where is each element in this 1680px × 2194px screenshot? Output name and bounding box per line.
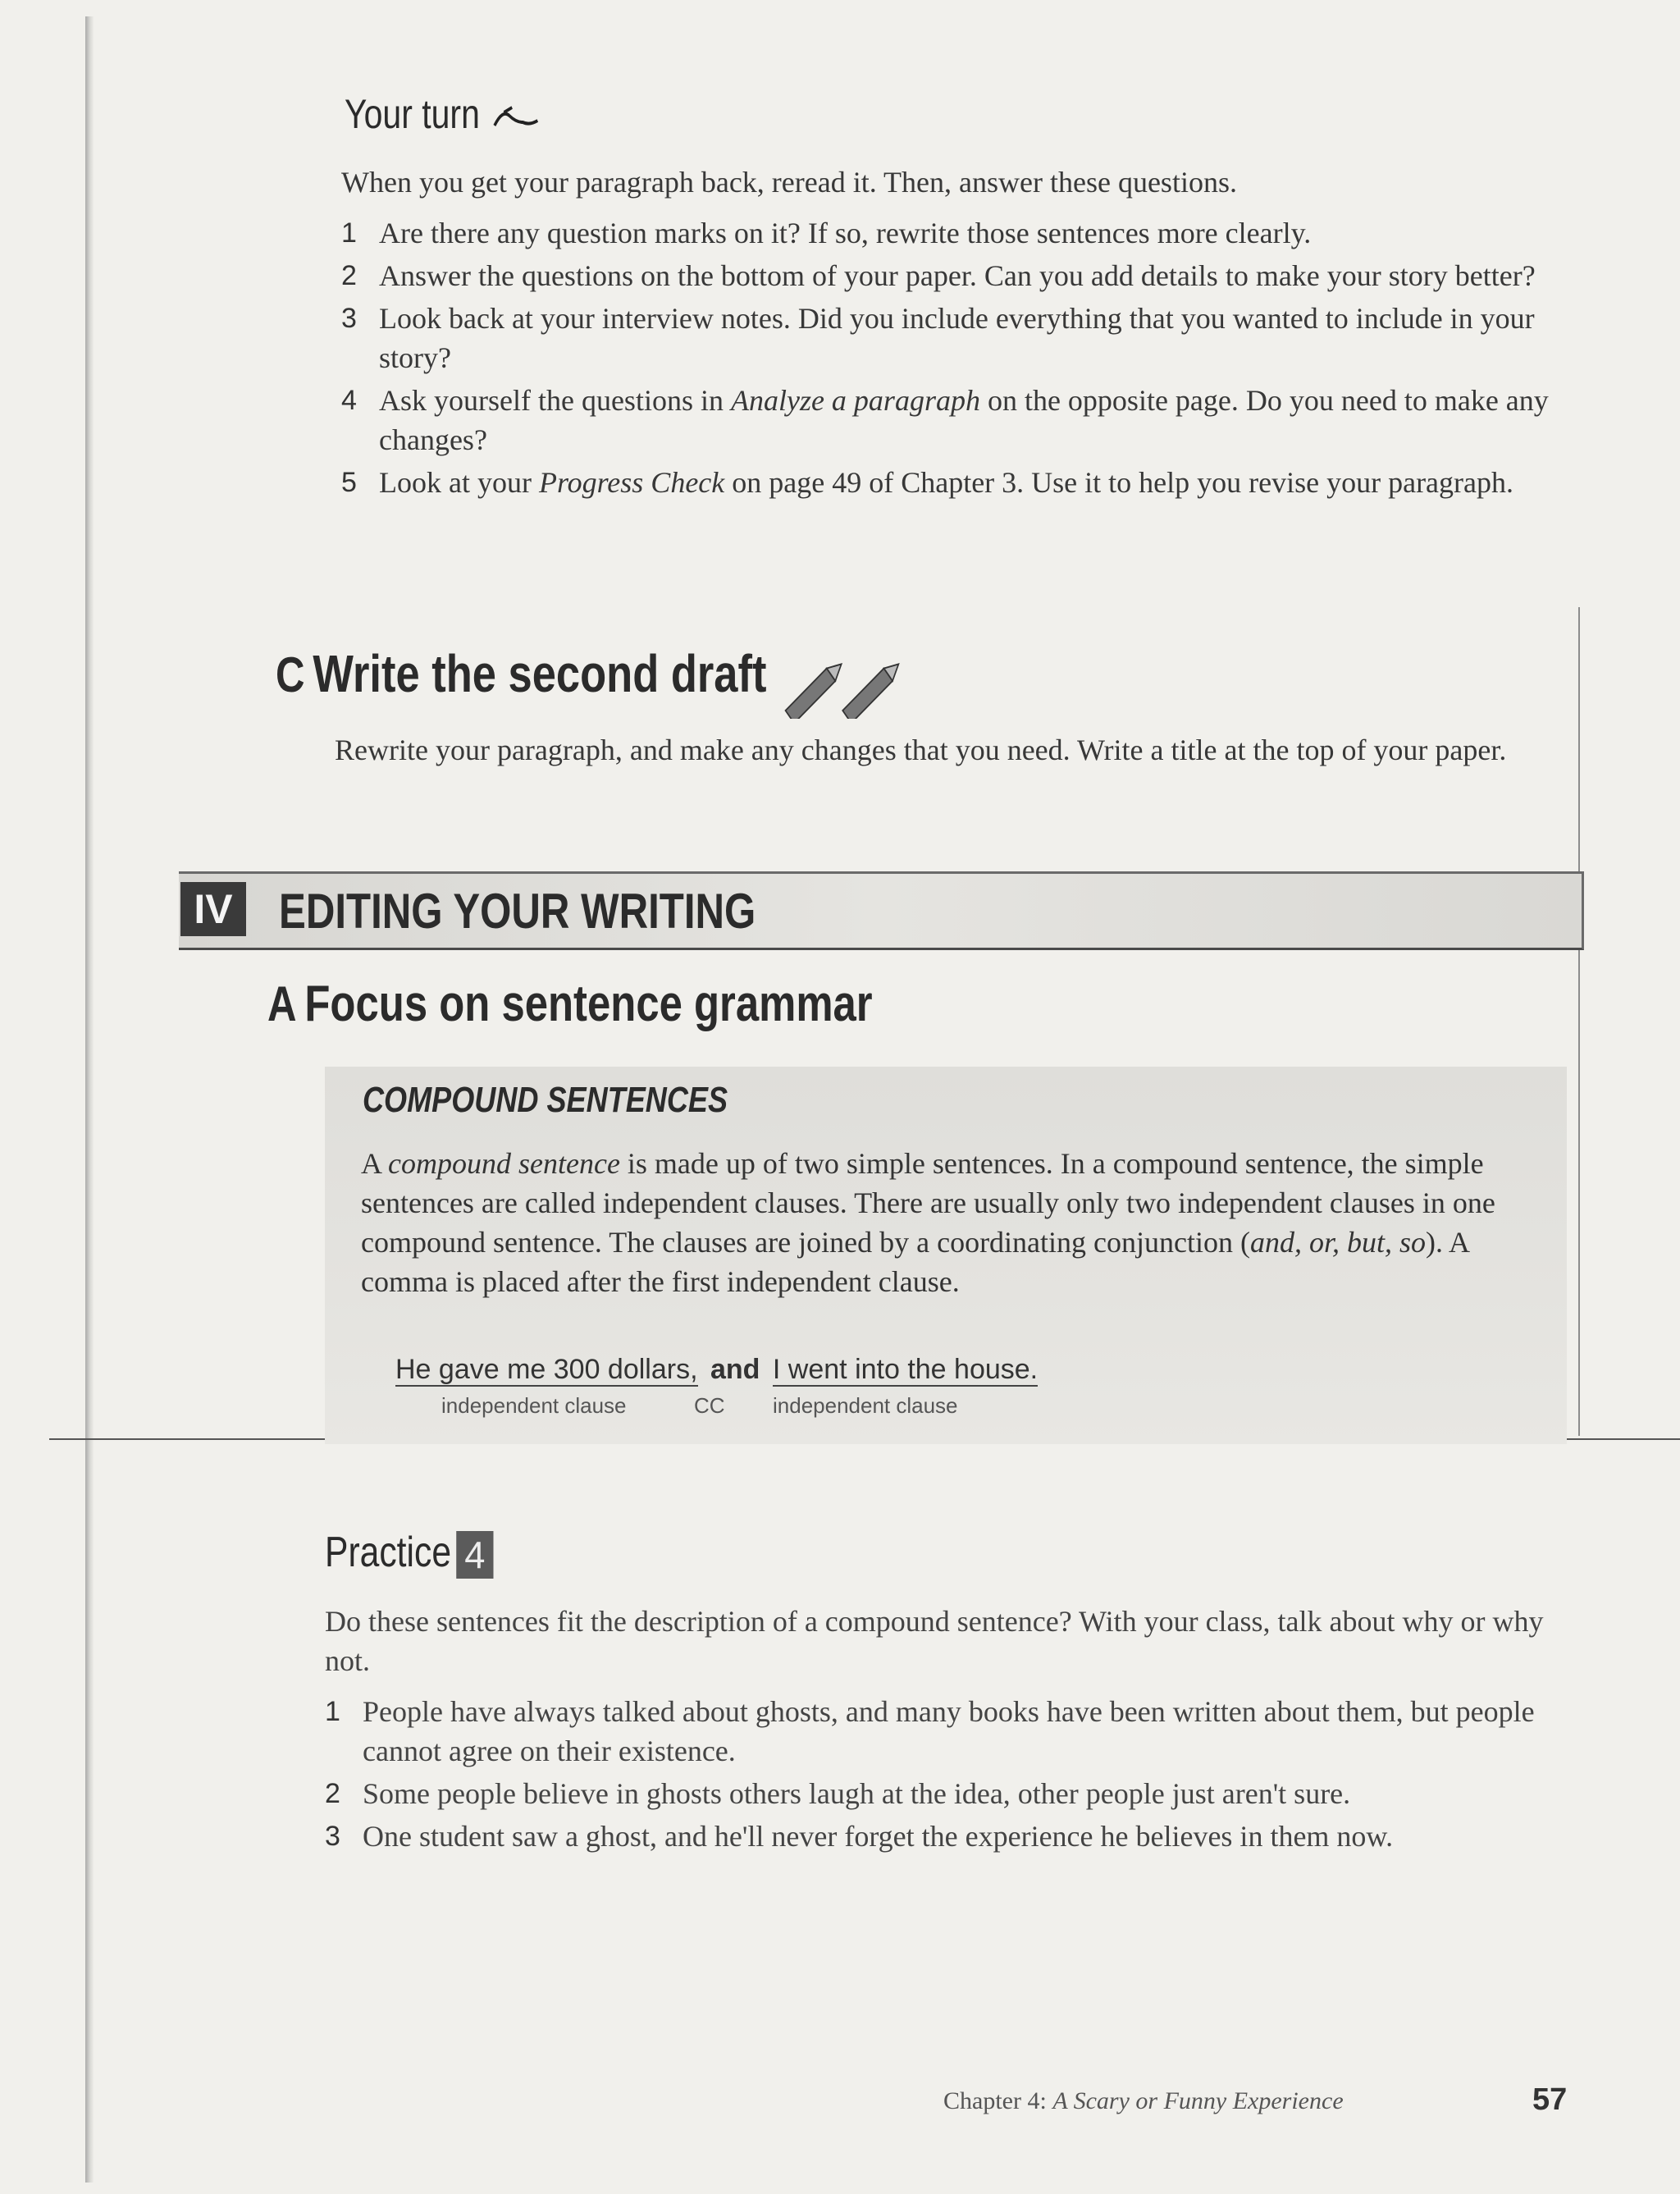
list-item xyxy=(325,1774,1555,1813)
list-item-text: on page 49 of Chapter 3. Use it to help you revise your paragraph. xyxy=(724,466,1513,499)
list-item-text: One student saw a ghost, and he'll never forget the experience he believes in them now. xyxy=(363,1820,1394,1853)
section-number-badge: IV xyxy=(180,882,246,936)
list-item-text: Ask yourself the questions in xyxy=(379,384,731,417)
page-number: 57 xyxy=(1532,2082,1568,2117)
list-item xyxy=(341,213,1580,253)
definition-text: and, or, but, so xyxy=(1250,1226,1427,1259)
example-label-2: independent clause xyxy=(773,1393,958,1418)
second-draft-heading: C Write the second draft xyxy=(276,637,906,719)
list-item-number: 1 xyxy=(325,1696,340,1727)
grammar-heading: A Focus on sentence grammar xyxy=(267,976,873,1032)
list-item xyxy=(341,381,1580,459)
example-sentence xyxy=(395,1354,1038,1386)
list-item xyxy=(325,1817,1555,1856)
list-item-number: 3 xyxy=(341,303,357,334)
pencil-icon xyxy=(778,637,906,719)
practice-intro: Do these sentences fit the description of a compound sentence? With your class, talk about why or why not. xyxy=(325,1605,1544,1677)
practice-heading: Practice 4 xyxy=(325,1528,491,1579)
list-item-number: 2 xyxy=(325,1778,340,1809)
page-edge-shadow xyxy=(1578,607,1580,1436)
list-item xyxy=(341,256,1580,295)
practice-number-badge: 4 xyxy=(456,1531,493,1579)
list-item-number: 5 xyxy=(341,467,357,498)
compound-sentences-definition xyxy=(361,1144,1542,1301)
definition-text: ). A comma is placed after the first independent clause. xyxy=(361,1226,1469,1298)
practice-list xyxy=(325,1692,1555,1859)
list-item-text: People have always talked about ghosts, and many books have been written about them, but people cannot agree on their existence. xyxy=(363,1695,1535,1767)
list-item-number: 3 xyxy=(325,1821,340,1852)
list-item-text: Look back at your interview notes. Did you include everything that you wanted to include in your story? xyxy=(379,302,1535,374)
your-turn-list xyxy=(341,213,1580,505)
list-item-text: Progress Check xyxy=(538,466,725,499)
list-item-text: Are there any question marks on it? If so, rewrite those sentences more clearly. xyxy=(379,217,1312,249)
footer-chapter: Chapter 4: A Scary or Funny Experience xyxy=(943,2087,1344,2114)
list-item-number: 2 xyxy=(341,260,357,291)
compound-sentences-title: COMPOUND SENTENCES xyxy=(363,1080,728,1120)
list-item xyxy=(325,1692,1555,1771)
section-title: EDITING YOUR WRITING xyxy=(279,884,756,939)
list-item-text: Answer the questions on the bottom of your paper. Can you add details to make your story better? xyxy=(379,259,1536,292)
list-item-number: 4 xyxy=(341,385,357,416)
handwritten-mark-icon xyxy=(489,101,543,134)
your-turn-intro: When you get your paragraph back, reread it. Then, answer these questions. xyxy=(341,166,1237,199)
list-item-number: 1 xyxy=(341,217,357,249)
definition-text: compound sentence xyxy=(388,1147,620,1180)
second-draft-text: Rewrite your paragraph, and make any changes that you need. Write a title at the top of your paper. xyxy=(335,734,1507,766)
example-clause-2: I went into the house. xyxy=(772,1354,1039,1385)
example-clause-1: He gave me 300 dollars, xyxy=(395,1354,698,1385)
list-item xyxy=(341,299,1580,377)
book-binding-shadow xyxy=(85,16,94,2183)
definition-text: is made up of two simple sentences. In a compound sentence, the simple sentences are called independent clauses. There are usually only two independent clauses in one compound sentence. The clauses are joined by a coordinating conjunction ( xyxy=(361,1147,1495,1259)
example-conjunction: and xyxy=(710,1354,760,1385)
list-item-text: Look at your xyxy=(379,466,539,499)
definition-text: A xyxy=(361,1147,389,1180)
list-item-text: Analyze a paragraph xyxy=(730,384,980,417)
your-turn-heading: Your turn xyxy=(345,90,543,138)
list-item xyxy=(341,463,1580,502)
list-item-text: Some people believe in ghosts others laugh at the idea, other people just aren't sure. xyxy=(363,1777,1351,1810)
example-label-cc: CC xyxy=(694,1393,725,1418)
example-label-1: independent clause xyxy=(441,1393,627,1418)
list-item-text: on the opposite page. Do you need to make any changes? xyxy=(379,384,1549,456)
